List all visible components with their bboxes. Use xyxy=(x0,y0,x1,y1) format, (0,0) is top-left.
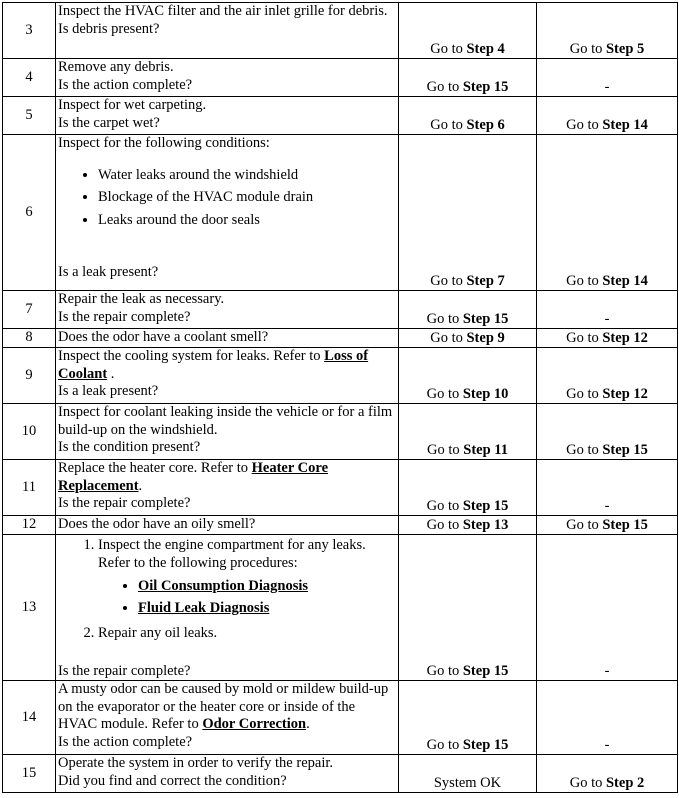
question-text: Is debris present? xyxy=(58,20,160,37)
no-step-link[interactable]: Step 12 xyxy=(602,329,648,346)
yes-prefix: Go to xyxy=(426,310,463,327)
table-row xyxy=(3,681,678,755)
yes-step-link[interactable]: Step 10 xyxy=(462,385,509,402)
question-text: Is a leak present? xyxy=(58,264,159,280)
action-text-tail: . xyxy=(107,365,115,382)
action-text: Inspect for coolant leaking inside the vehicle or for a film build-up on the windshield. xyxy=(58,404,393,438)
no-cell: - xyxy=(537,59,678,97)
yes-cell xyxy=(399,329,537,348)
yes-prefix: Go to xyxy=(426,385,463,402)
action-text: Inspect the HVAC filter and the air inlet grille for debris. xyxy=(58,3,388,19)
step-number: 10 xyxy=(3,404,56,460)
table-row xyxy=(3,97,678,135)
action-cell xyxy=(56,535,399,681)
action-cell xyxy=(56,59,399,97)
action-cell xyxy=(56,329,399,348)
action-text: Inspect for wet carpeting. xyxy=(58,97,207,113)
action-cell xyxy=(56,404,399,460)
question-text: Does the odor have an oily smell? xyxy=(58,516,256,532)
question-text: Did you find and correct the condition? xyxy=(58,772,287,789)
no-step-link[interactable]: Step 15 xyxy=(602,441,648,458)
oil-consumption-diagnosis-link[interactable]: Oil Consumption Diagnosis xyxy=(138,578,309,594)
list-item xyxy=(138,578,396,596)
list-item: • Blockage of the HVAC module drain xyxy=(98,189,396,207)
no-cell xyxy=(537,348,678,404)
step-number: 5 xyxy=(3,97,56,135)
procedure-text: Inspect the engine compartment for any leaks. Refer to the following procedures: xyxy=(98,537,366,571)
yes-step-link[interactable]: Step 6 xyxy=(466,116,505,133)
procedure-list xyxy=(58,537,396,643)
action-cell xyxy=(56,681,399,755)
step-number: 13 xyxy=(3,535,56,681)
no-prefix: Go to xyxy=(569,40,606,57)
action-cell xyxy=(56,755,399,793)
odor-correction-link[interactable]: Odor Correction xyxy=(202,716,307,732)
diagnostic-table xyxy=(2,2,678,793)
no-cell: - xyxy=(537,291,678,329)
loss-of-coolant-link[interactable]: Loss of Coolant xyxy=(58,348,369,382)
question-text: Is the action complete? xyxy=(58,76,193,93)
yes-step-link[interactable]: Step 15 xyxy=(462,78,509,95)
no-cell xyxy=(537,135,678,291)
yes-step-link[interactable]: Step 11 xyxy=(463,441,508,458)
procedure-links xyxy=(98,578,396,617)
list-item: • Leaks around the door seals xyxy=(98,212,396,230)
list-item: • Water leaks around the windshield xyxy=(98,167,396,185)
no-prefix: Go to xyxy=(569,774,606,791)
yes-cell xyxy=(399,97,537,135)
question-text: Is the condition present? xyxy=(58,439,201,455)
no-cell: - xyxy=(537,681,678,755)
action-cell xyxy=(56,3,399,59)
no-prefix: Go to xyxy=(566,329,603,346)
action-text: Inspect for the following conditions: xyxy=(58,135,270,151)
yes-prefix: Go to xyxy=(426,78,463,95)
yes-prefix: Go to xyxy=(430,40,467,57)
yes-cell xyxy=(399,348,537,404)
yes-prefix: Go to xyxy=(426,736,463,753)
table-row xyxy=(3,535,678,681)
yes-step-link[interactable]: Step 7 xyxy=(466,272,505,289)
yes-prefix: Go to xyxy=(430,116,467,133)
action-cell xyxy=(56,97,399,135)
action-text-tail: . xyxy=(306,716,310,732)
action-text xyxy=(58,348,396,383)
no-prefix: Go to xyxy=(566,385,603,402)
list-item xyxy=(138,600,396,618)
no-prefix: Go to xyxy=(566,116,603,133)
table-row xyxy=(3,329,678,348)
fluid-leak-diagnosis-link[interactable]: Fluid Leak Diagnosis xyxy=(138,599,270,616)
no-cell xyxy=(537,755,678,793)
yes-step-link[interactable]: Step 15 xyxy=(462,662,509,679)
no-step-link[interactable]: Step 5 xyxy=(605,40,645,57)
no-cell xyxy=(537,97,678,135)
yes-prefix: Go to xyxy=(426,497,463,514)
yes-step-link[interactable]: Step 13 xyxy=(462,516,509,533)
table-row xyxy=(3,135,678,291)
list-item xyxy=(98,537,396,617)
no-prefix: Go to xyxy=(566,441,603,458)
step-number: 8 xyxy=(3,329,56,348)
yes-step-link[interactable]: Step 9 xyxy=(466,329,505,346)
yes-prefix: Go to xyxy=(430,329,467,346)
action-text: Remove any debris. xyxy=(58,59,174,75)
list-item: 2. Repair any oil leaks. xyxy=(98,625,396,643)
action-text-lead: Inspect the cooling system for leaks. Refer to xyxy=(58,348,325,364)
no-step-link[interactable]: Step 14 xyxy=(602,116,648,133)
yes-cell: System OK xyxy=(399,755,537,793)
yes-cell xyxy=(399,291,537,329)
table-row xyxy=(3,59,678,97)
step-number: 4 xyxy=(3,59,56,97)
question-text: Is a leak present? xyxy=(58,383,159,399)
no-prefix: Go to xyxy=(566,516,603,533)
no-cell xyxy=(537,3,678,59)
table-row xyxy=(3,3,678,59)
yes-cell xyxy=(399,460,537,516)
table-row xyxy=(3,291,678,329)
action-text-tail: . xyxy=(138,477,143,494)
yes-step-link[interactable]: Step 15 xyxy=(462,310,509,327)
action-text: Operate the system in order to verify the repair. xyxy=(58,755,333,771)
step-number: 14 xyxy=(3,681,56,755)
step-number: 9 xyxy=(3,348,56,404)
yes-step-link[interactable]: Step 15 xyxy=(462,497,509,514)
yes-step-link[interactable]: Step 4 xyxy=(466,40,505,57)
table-row xyxy=(3,516,678,535)
action-text-lead: Replace the heater core. Refer to xyxy=(58,460,252,476)
yes-prefix: Go to xyxy=(430,272,467,289)
step-number: 15 xyxy=(3,755,56,793)
no-cell xyxy=(537,329,678,348)
question-text: Is the carpet wet? xyxy=(58,114,160,131)
yes-cell xyxy=(399,59,537,97)
yes-step-link[interactable]: Step 15 xyxy=(462,736,509,753)
table-row xyxy=(3,460,678,516)
question-text: Is the action complete? xyxy=(58,733,193,750)
question-text: Is the repair complete? xyxy=(58,662,191,679)
question-text: Is the repair complete? xyxy=(58,308,191,325)
action-text: Repair the leak as necessary. xyxy=(58,291,225,307)
table-row xyxy=(3,755,678,793)
step-number: 7 xyxy=(3,291,56,329)
yes-cell xyxy=(399,3,537,59)
yes-prefix: Go to xyxy=(427,441,464,458)
yes-cell xyxy=(399,516,537,535)
no-step-link[interactable]: Step 2 xyxy=(605,774,645,791)
yes-cell xyxy=(399,135,537,291)
table-row xyxy=(3,404,678,460)
no-step-link[interactable]: Step 14 xyxy=(602,272,648,289)
yes-prefix: Go to xyxy=(426,516,463,533)
condition-list xyxy=(58,167,396,230)
no-step-link[interactable]: Step 12 xyxy=(602,385,648,402)
step-number: 6 xyxy=(3,135,56,291)
action-cell xyxy=(56,348,399,404)
action-cell xyxy=(56,291,399,329)
yes-prefix: Go to xyxy=(426,662,463,679)
action-cell xyxy=(56,135,399,291)
table-row xyxy=(3,348,678,404)
no-cell: - xyxy=(537,535,678,681)
heater-core-replacement-link[interactable]: Heater Core Replacement xyxy=(58,460,328,494)
no-prefix: Go to xyxy=(566,272,603,289)
step-number: 11 xyxy=(3,460,56,516)
action-cell xyxy=(56,516,399,535)
no-cell: - xyxy=(537,460,678,516)
question-text: Is the repair complete? xyxy=(58,495,191,511)
action-cell xyxy=(56,460,399,516)
action-text-lead: A musty odor can be caused by mold or mildew build-up on the evaporator or the heater core or inside of the HVAC module. Refer to xyxy=(58,681,389,732)
yes-cell xyxy=(399,404,537,460)
no-cell xyxy=(537,516,678,535)
question-text: Does the odor have a coolant smell? xyxy=(58,329,269,345)
yes-cell xyxy=(399,681,537,755)
yes-cell xyxy=(399,535,537,681)
step-number: 12 xyxy=(3,516,56,535)
no-cell xyxy=(537,404,678,460)
no-step-link[interactable]: Step 15 xyxy=(602,516,648,533)
action-text xyxy=(58,681,396,734)
step-number: 3 xyxy=(3,3,56,59)
action-text xyxy=(58,460,396,495)
